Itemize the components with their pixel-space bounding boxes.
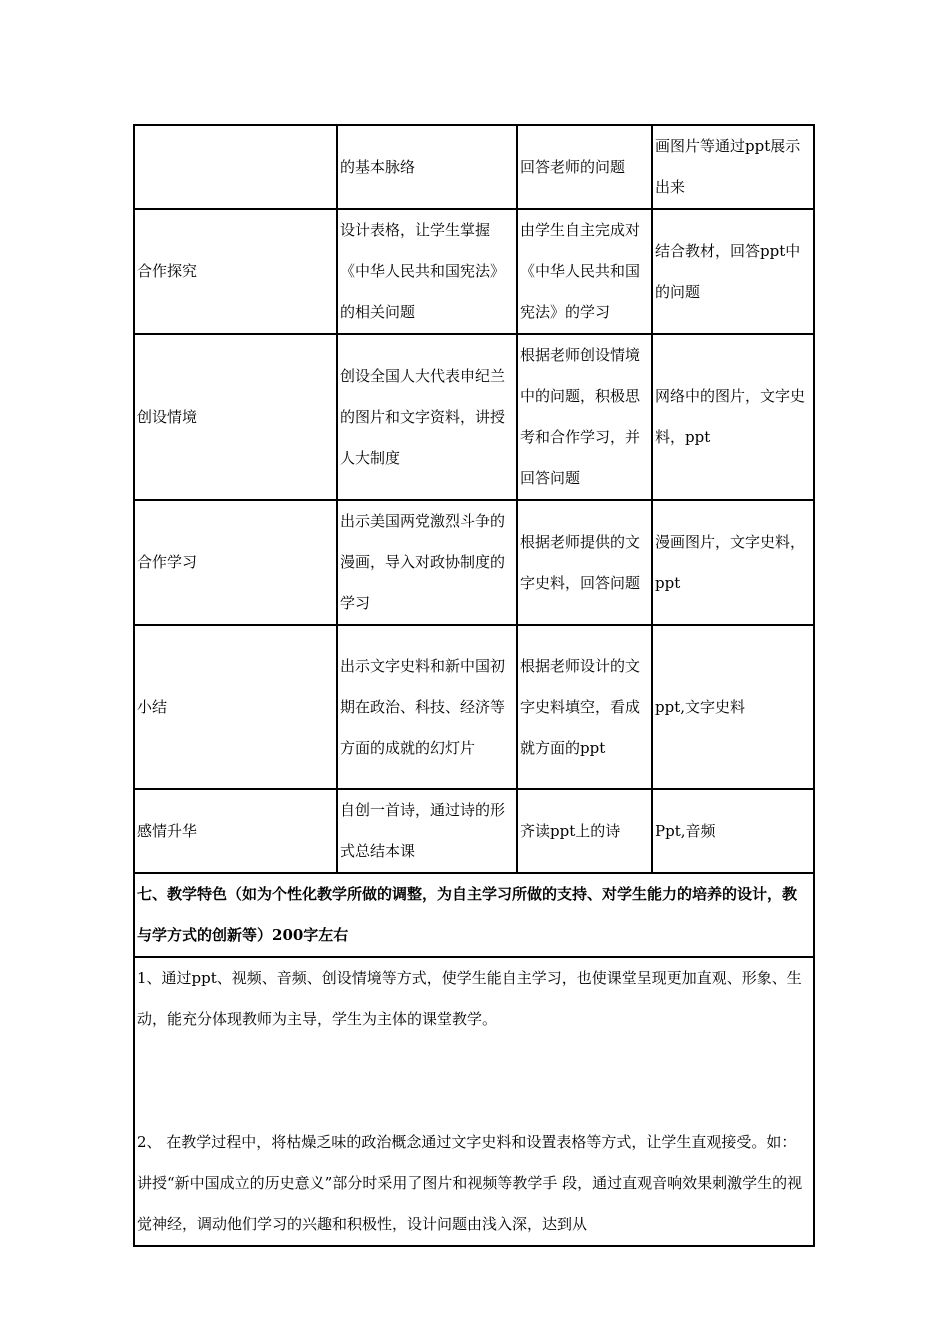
resource-cell: ppt,文字史料: [652, 625, 814, 789]
stage-cell: 创设情境: [134, 334, 337, 500]
table-row: [134, 334, 814, 500]
stage-cell: [134, 125, 337, 209]
table-row: [134, 789, 814, 873]
resource-cell: Ppt,音频: [652, 789, 814, 873]
stage-cell: 合作探究: [134, 209, 337, 334]
resource-cell: 结合教材，回答ppt中的问题: [652, 209, 814, 334]
section-7-body: [134, 957, 814, 1246]
teacher-activity-cell: 的基本脉络: [337, 125, 517, 209]
teacher-activity-cell: 设计表格，让学生掌握《中华人民共和国宪法》的相关问题: [337, 209, 517, 334]
teacher-activity-cell: 自创一首诗，通过诗的形式总结本课: [337, 789, 517, 873]
student-activity-cell: 根据老师设计的文字史料填空，看成就方面的ppt: [517, 625, 652, 789]
student-activity-cell: 根据老师提供的文字史料，回答问题: [517, 500, 652, 625]
stage-cell: 合作学习: [134, 500, 337, 625]
table-row: [134, 500, 814, 625]
student-activity-cell: 齐读ppt上的诗: [517, 789, 652, 873]
resource-cell: 画图片等通过ppt展示出来: [652, 125, 814, 209]
section-7-paragraph-2: 2、 在教学过程中，将枯燥乏味的政治概念通过文字史料和设置表格等方式，让学生直观接受。如：讲授“新中国成立的历史意义”部分时采用了图片和视频等教学手 段，通过直观音响效果刺激学生的视觉神经，调动他们学习的兴趣和积极性，设计问题由浅入深，达到从: [137, 1133, 803, 1233]
table-row: [134, 209, 814, 334]
table-row: [134, 625, 814, 789]
paragraph-gap: [137, 1040, 811, 1122]
lesson-plan-table: [133, 124, 815, 1247]
section-7-heading: 七、教学特色（如为个性化教学所做的调整，为自主学习所做的支持、对学生能力的培养的设计，教与学方式的创新等）200字左右: [134, 873, 814, 957]
resource-cell: 漫画图片，文字史料，ppt: [652, 500, 814, 625]
student-activity-cell: 由学生自主完成对《中华人民共和国宪法》的学习: [517, 209, 652, 334]
section-body-row: [134, 957, 814, 1246]
resource-cell: 网络中的图片，文字史料，ppt: [652, 334, 814, 500]
section-7-paragraph-1: 1、通过ppt、视频、音频、创设情境等方式，使学生能自主学习，也使课堂呈现更加直观、形象、生动，能充分体现教师为主导，学生为主体的课堂教学。: [137, 969, 802, 1028]
section-heading-row: [134, 873, 814, 957]
teacher-activity-cell: 创设全国人大代表申纪兰的图片和文字资料，讲授人大制度: [337, 334, 517, 500]
student-activity-cell: 根据老师创设情境中的问题，积极思考和合作学习，并回答问题: [517, 334, 652, 500]
teacher-activity-cell: 出示美国两党激烈斗争的漫画，导入对政协制度的学习: [337, 500, 517, 625]
table-row: [134, 125, 814, 209]
stage-cell: 感情升华: [134, 789, 337, 873]
student-activity-cell: 回答老师的问题: [517, 125, 652, 209]
stage-cell: 小结: [134, 625, 337, 789]
teacher-activity-cell: 出示文字史料和新中国初期在政治、科技、经济等方面的成就的幻灯片: [337, 625, 517, 789]
